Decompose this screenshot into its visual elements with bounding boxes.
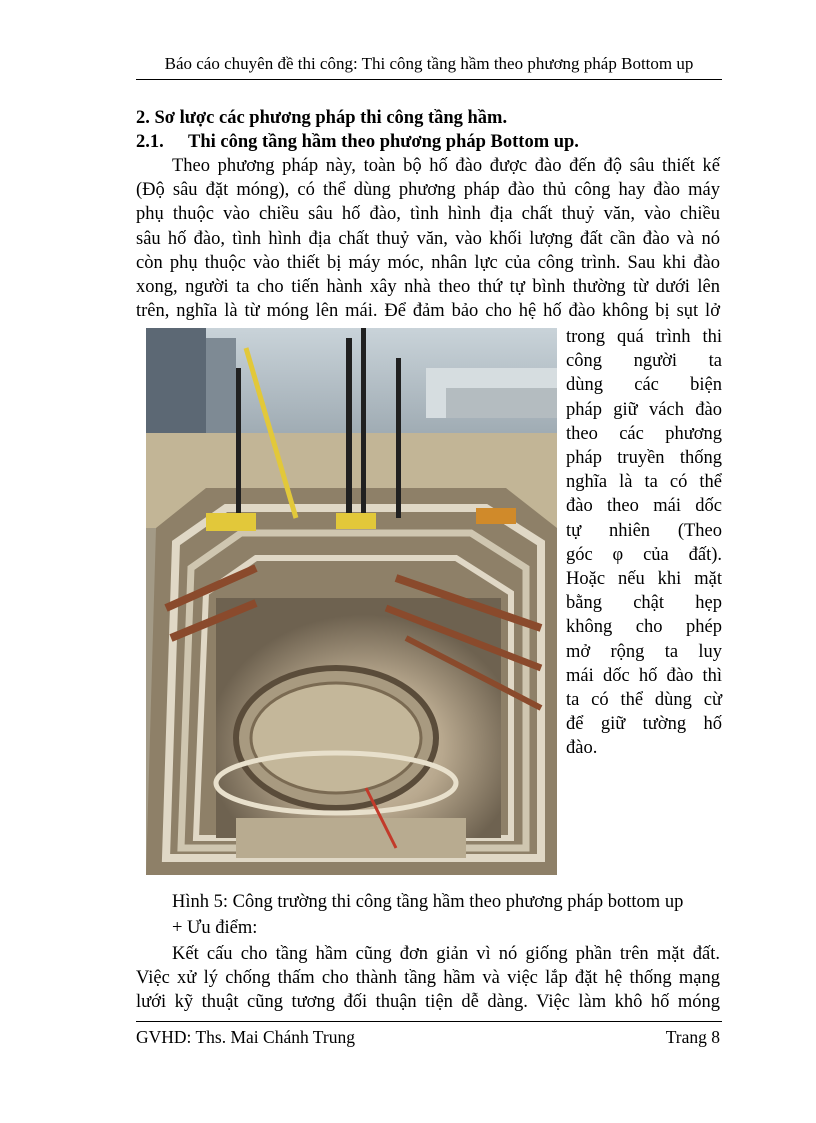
paragraph-line: phụ thuộc vào chiều sâu hố đào, tình hình địa chất thuỷ văn, vào chiều (136, 204, 720, 225)
side-text-line: theo các phương (566, 423, 722, 444)
page-number: Trang 8 (665, 1027, 720, 1047)
side-text-line: mái dốc hố đào thì (566, 665, 722, 686)
side-text-line: bằng chật hẹp (566, 593, 722, 614)
paragraph-line: xong, người ta cho tiến hành xây nhà theo thứ tự bình thường từ dưới lên (136, 277, 720, 298)
advantages-heading: + Ưu điểm: (172, 918, 258, 938)
paragraph-line: trên, nghĩa là từ móng lên mái. Để đảm bảo cho hệ hố đào không bị sụt lở (136, 301, 720, 322)
subsection-title: Thi công tầng hầm theo phương pháp Bottom up. (188, 132, 579, 152)
figure-caption: Hình 5: Công trường thi công tầng hầm theo phương pháp bottom up (172, 892, 684, 912)
paragraph-line: sâu hố đào, tình hình địa chất thuỷ văn, vào khối lượng đất cần đào và nó (136, 228, 720, 249)
footer-advisor: GVHD: Ths. Mai Chánh Trung (136, 1027, 355, 1047)
side-text-line: đào. (566, 738, 598, 759)
side-text-line: công người ta (566, 351, 722, 372)
paragraph-method (136, 154, 720, 323)
side-text (566, 325, 722, 761)
section-title: Sơ lược các phương pháp thi công tầng hầm. (154, 108, 508, 128)
side-text-line: tự nhiên (Theo (566, 520, 722, 541)
subsection-heading (136, 130, 579, 154)
side-text-line: Hoặc nếu khi mặt (566, 569, 722, 590)
paragraph-line: Việc xử lý chống thấm cho thành tầng hầm và việc lắp đặt hệ thống mạng (136, 968, 720, 989)
side-text-line: đào theo mái dốc (566, 496, 722, 517)
paragraph-advantages (136, 942, 720, 1015)
side-text-line: ta có thể dùng cừ (566, 690, 722, 711)
side-text-line: nghĩa là ta có thể (566, 472, 722, 493)
page-footer (136, 1021, 722, 1047)
section-number: 2. (136, 108, 150, 128)
side-text-line: pháp truyền thống (566, 448, 722, 469)
side-text-line: pháp giữ vách đào (566, 399, 722, 420)
paragraph-line: lưới kỹ thuật cũng tương đối thuận tiện dễ dàng. Việc làm khô hố móng (136, 992, 720, 1013)
side-text-line: mở rộng ta luy (566, 641, 722, 662)
header-title: Báo cáo chuyên đề thi công: Thi công tầng hầm theo phương pháp Bottom up (164, 54, 694, 73)
subsection-number: 2.1. (136, 132, 164, 152)
section-heading (136, 106, 507, 130)
construction-site-photo (146, 328, 557, 875)
paragraph-line: (Độ sâu đặt móng), có thể dùng phương pháp đào thủ công hay đào máy (136, 180, 720, 201)
paragraph-line: Kết cấu cho tầng hầm cũng đơn giản vì nó giống phần trên mặt đất. (172, 944, 720, 964)
side-text-line: không cho phép (566, 617, 722, 638)
side-text-line: dùng các biện (566, 375, 722, 396)
side-text-line: trong quá trình thi (566, 327, 722, 347)
side-text-line: để giữ tường hố (566, 714, 722, 735)
page-header (136, 51, 722, 80)
paragraph-line: Theo phương pháp này, toàn bộ hố đào được đào đến độ sâu thiết kế (172, 156, 720, 176)
paragraph-line: còn phụ thuộc vào thiết bị máy móc, nhân lực của công trình. Sau khi đào (136, 252, 720, 273)
side-text-line: góc φ của đất). (566, 544, 722, 565)
